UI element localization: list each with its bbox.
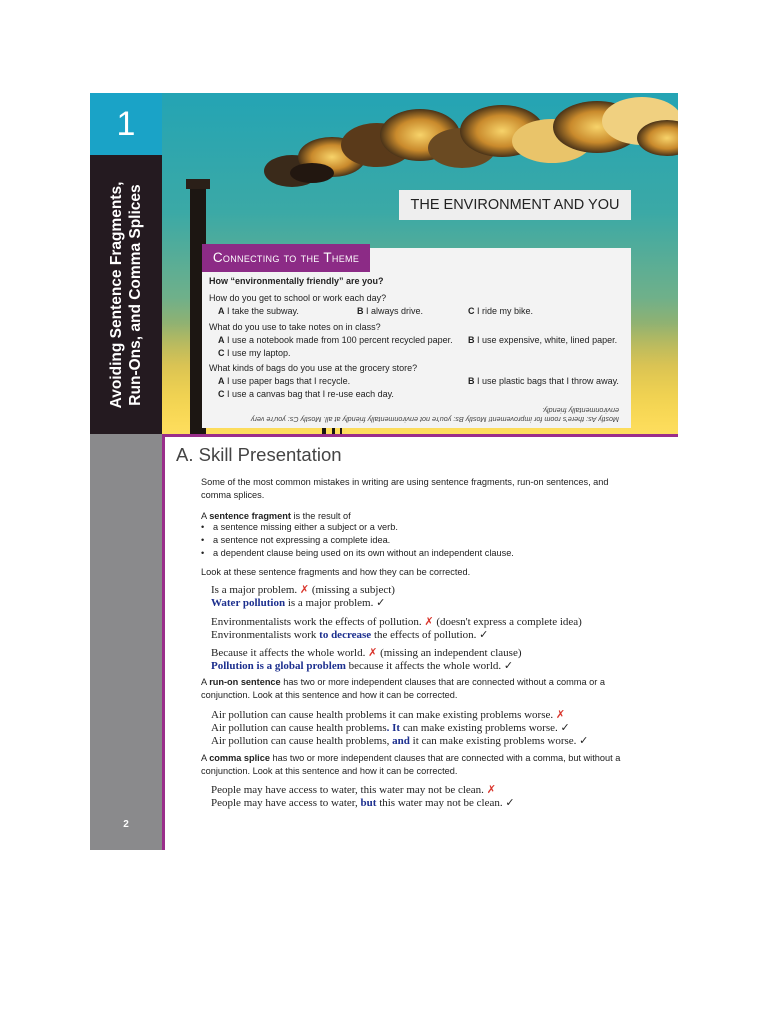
- connecting-theme-banner: Connecting to the Theme: [202, 244, 370, 272]
- chapter-number: 1: [90, 93, 162, 155]
- quiz-q2-option-b: B I use expensive, white, lined paper.: [468, 335, 618, 345]
- theme-title: THE ENVIRONMENT AND YOU: [399, 190, 631, 220]
- comma-splice-definition: A comma splice has two or more independent clauses that are connected with a comma, but without a conjunction. Look at this sentence and how it can be corrected.: [201, 753, 621, 776]
- smoke-cloud: [264, 97, 678, 187]
- bullet-item: • a dependent clause being used on its own without an independent clause.: [201, 548, 514, 558]
- example-fragment-2: Environmentalists work the effects of pollution. ✗ (doesn't express a complete idea): [211, 616, 582, 628]
- sidebar-gray-strip: [90, 434, 162, 850]
- quiz-q3-option-c: C I use a canvas bag that I re-use each day.: [218, 389, 394, 399]
- example-fragment-1: Is a major problem. ✗ (missing a subject): [211, 584, 395, 596]
- page-number: 2: [123, 819, 129, 830]
- bullet-item: • a sentence not expressing a complete idea.: [201, 535, 391, 545]
- chapter-title-line-2: Run-Ons, and Comma Splices: [127, 184, 144, 406]
- fragment-definition: A sentence fragment is the result of: [201, 511, 351, 521]
- run-on-fix-2: Air pollution can cause health problems, and it can make existing problems worse. ✓: [211, 735, 589, 747]
- purple-divider-vertical: [162, 434, 165, 850]
- quiz-question-1: How do you get to school or work each day?: [209, 293, 387, 303]
- quiz-q1-option-c: C I ride my bike.: [468, 306, 534, 316]
- quiz-q1-option-a: A I take the subway.: [218, 306, 299, 316]
- section-heading: A. Skill Presentation: [176, 444, 342, 465]
- quiz-panel: [202, 248, 631, 428]
- example-fix-3: Pollution is a global problem because it affects the whole world. ✓: [211, 660, 514, 672]
- textbook-page: [90, 93, 678, 850]
- bullet-item: • a sentence missing either a subject or a verb.: [201, 522, 398, 532]
- quiz-q1-option-b: B I always drive.: [357, 306, 424, 316]
- quiz-q2-option-a: A I use a notebook made from 100 percent recycled paper.: [218, 335, 453, 345]
- comma-splice-fix: People may have access to water, but this water may not be clean. ✓: [211, 797, 515, 809]
- example-fragment-3: Because it affects the whole world. ✗ (missing an independent clause): [211, 647, 522, 659]
- fragment-intro: Look at these sentence fragments and how they can be corrected.: [201, 567, 471, 577]
- quiz-question-3: What kinds of bags do you use at the grocery store?: [209, 363, 418, 373]
- quiz-q3-option-a: A I use paper bags that I recycle.: [218, 376, 351, 386]
- run-on-definition: A run-on sentence has two or more independent clauses that are connected without a comma or a conjunction. Look at this sentence and how it can be corrected.: [201, 677, 605, 700]
- chapter-title: [107, 165, 145, 425]
- chapter-title-line-1: Avoiding Sentence Fragments,: [108, 181, 125, 409]
- example-fix-2: Environmentalists work to decrease the effects of pollution. ✓: [211, 629, 489, 641]
- run-on-fix-1: Air pollution can cause health problems. It can make existing problems worse. ✓: [211, 722, 570, 734]
- quiz-answer-key: Mostly As: there's room for improvement! Mostly Bs: you're not environmentally friendly at all. Mostly Cs: you're very environmentally friendly.: [250, 406, 619, 424]
- run-on-example-wrong: Air pollution can cause health problems it can make existing problems worse. ✗: [211, 709, 566, 721]
- comma-splice-example-wrong: People may have access to water, this water may not be clean. ✗: [211, 784, 496, 796]
- chapter-sidebar: [90, 155, 162, 434]
- example-fix-1: Water pollution is a major problem. ✓: [211, 597, 386, 609]
- hero-photo: [162, 93, 678, 434]
- intro-paragraph: Some of the most common mistakes in writing are using sentence fragments, run-on sentences, and comma splices.: [201, 477, 609, 500]
- quiz-q2-option-c: C I use my laptop.: [218, 348, 291, 358]
- quiz-heading: How “environmentally friendly” are you?: [209, 276, 384, 286]
- quiz-q3-option-b: B I use plastic bags that I throw away.: [468, 376, 619, 386]
- purple-divider-horizontal: [162, 434, 678, 437]
- quiz-question-2: What do you use to take notes on in class?: [209, 322, 381, 332]
